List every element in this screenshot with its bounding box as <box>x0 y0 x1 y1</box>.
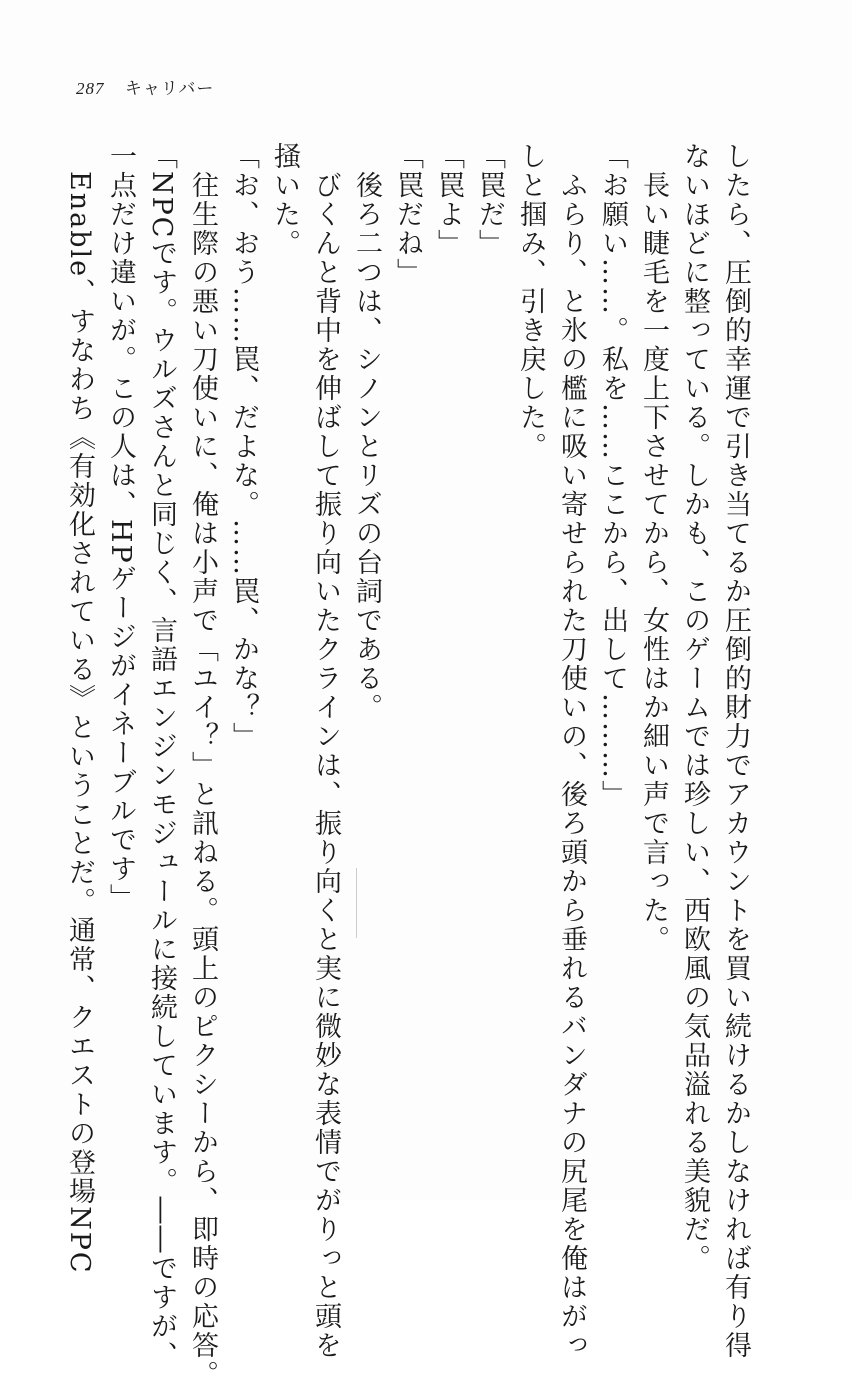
text-line: 「罠よ」 <box>433 142 464 258</box>
text-line: 「NPCです。ウルズさんと同じく、言語エンジンモジュールに接続しています。――ですが、 <box>146 142 177 1371</box>
text-line: 「お願い……。私を……ここから、出して………」 <box>597 142 628 809</box>
running-title: キャリバー <box>124 79 215 99</box>
page-number: 287 <box>76 79 105 98</box>
text-line: ないほどに整っている。しかも、このゲームでは珍しい、西欧風の気品溢れる美貌だ。 <box>679 142 710 1273</box>
text-line: 往生際の悪い刀使いに、俺は小声で「ユイ？」と訊ねる。頭上のピクシーから、即時の応答。 <box>187 142 218 1389</box>
text-line: 後ろ二つは、シノンとリズの台詞である。 <box>351 142 382 722</box>
text-line: ふらり、と氷の檻に吸い寄せられた刀使いの、後ろ頭から垂れるバンダナの尻尾を俺はがっ <box>556 142 587 1360</box>
text-line: したら、圧倒的幸運で引き当てるか圧倒的財力でアカウントを買い続けるかしなければ有り得 <box>720 142 751 1360</box>
text-line: 掻いた。 <box>269 142 300 258</box>
text-line: 長い睫毛を一度上下させてから、女性はか細い声で言った。 <box>638 142 669 954</box>
text-line: 「罠だね」 <box>392 142 423 287</box>
text-line: 一点だけ違いが。この人は、HPゲージがイネーブルです」 <box>105 142 136 913</box>
scan-mark <box>356 868 357 938</box>
text-line: 「罠だ」 <box>474 142 505 258</box>
vertical-body-text <box>64 142 756 1389</box>
text-line: びくんと背中を伸ばして振り向いたクラインは、振り向くと実に微妙な表情でがりっと頭を <box>310 142 341 1360</box>
text-line: Enable、すなわち《有効化されている》ということだ。通常、クエストの登場NPC <box>64 142 95 1275</box>
text-line: 「お、おう……罠、だよな。……罠、かな？」 <box>228 142 259 751</box>
text-line: しと掴み、引き戻した。 <box>515 142 546 461</box>
page-header <box>76 74 214 99</box>
